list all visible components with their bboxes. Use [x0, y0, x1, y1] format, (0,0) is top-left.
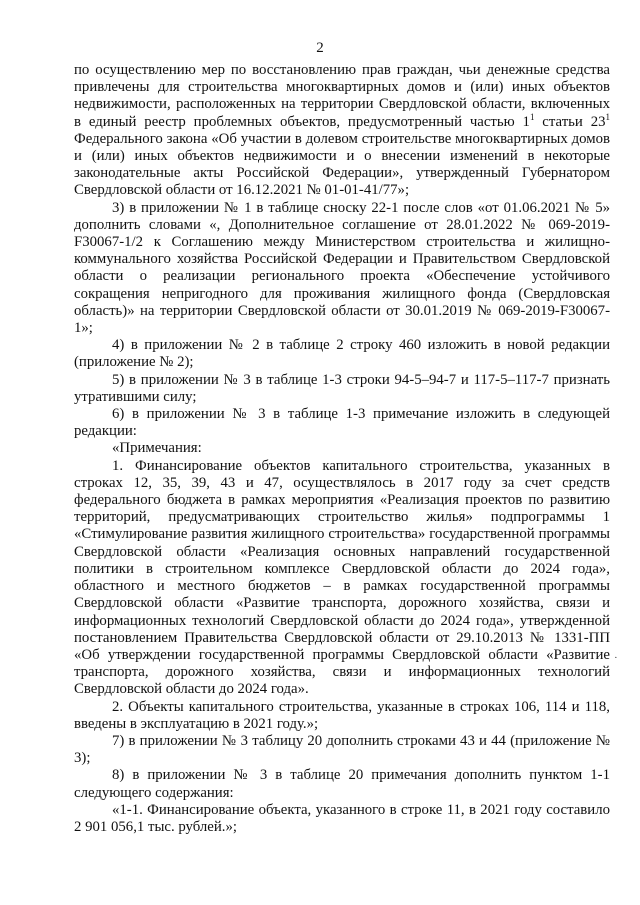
- document-body: [74, 62, 610, 836]
- paragraph-item-4: 4) в приложении № 2 в таблице 2 строку 460 изложить в новой редакции (приложение № 2);: [74, 337, 610, 371]
- note-2: 2. Объекты капитального строительства, указанные в строках 106, 114 и 118, введены в эксплуатацию в 2021 году.»;: [74, 698, 610, 732]
- margin-mark: ·: [614, 652, 618, 664]
- paragraph-intro-mid: статьи 23: [534, 113, 606, 130]
- paragraph-intro-end: Федерального закона «Об участии в долевом строительстве многоквартирных домов и (или) иных объектов недвижимости и о внесении изменений в некоторые законодательные акты Российской Федерации», утвержденный Губернатором Свердловской области от 16.12.2021 № 01-01-41/77»;: [74, 130, 610, 199]
- paragraph-intro: [74, 62, 610, 200]
- superscript-2: 1: [605, 111, 610, 122]
- paragraph-item-5: 5) в приложении № 3 в таблице 1-3 строки 94-5–94-7 и 117-5–117-7 признать утратившими силу;: [74, 371, 610, 405]
- paragraph-item-8: 8) в приложении № 3 в таблице 20 примечания дополнить пунктом 1-1 следующего содержания:: [74, 767, 610, 801]
- page-number: 2: [316, 40, 324, 56]
- note-1-1: «1-1. Финансирование объекта, указанного в строке 11, в 2021 году составило 2 901 056,1 тыс. рублей.»;: [74, 801, 610, 835]
- paragraph-item-6: 6) в приложении № 3 в таблице 1-3 примечание изложить в следующей редакции:: [74, 406, 610, 440]
- paragraph-item-7: 7) в приложении № 3 таблицу 20 дополнить строками 43 и 44 (приложение № 3);: [74, 732, 610, 767]
- paragraph-item-3: 3) в приложении № 1 в таблице сноску 22-1 после слов «от 01.06.2021 № 5» дополнить словами «, Дополнительное соглашение от 28.01.2022 № 069-2019-F30067-1/2 к Соглашению между Министерством строительства и жилищно-коммунального хозяйства Российской Федерации и Правительством Свердловской области о реализации регионального проекта «Обеспечение устойчивого сокращения непригодного для проживания жилищного фонда (Свердловская область)» на территории Свердловской области от 30.01.2019 № 069-2019-F30067-1»;: [74, 199, 610, 337]
- paragraph-intro-start: по осуществлению мер по восстановлению прав граждан, чьи денежные средства привлечены для строительства многоквартирных домов и (или) иных объектов недвижимости, расположенных на территории Свердловской области, включенных в единый реестр проблемных объектов, предусмотренный частью 1: [74, 62, 610, 130]
- note-1: 1. Финансирование объектов капитального строительства, указанных в строках 12, 35, 39, 43 и 47, осуществлялось в 2017 году за счет средств федерального бюджета в рамках мероприятия «Реализация проектов по развитию территорий, предусматривающих строительство жилья» подпрограммы 1 «Стимулирование развития жилищного строительства» государственной программы Свердловской области «Реализация основных направлений государственной политики в строительном комплексе Свердловской области до 2024 года», областного и местного бюджетов – в рамках государственной программы Свердловской области «Развитие транспорта, дорожного хозяйства, связи и информационных технологий Свердловской области до 2024 года», утвержденной постановлением Правительства Свердловской области от 29.10.2013 № 1331-ПП «Об утверждении государственной программы Свердловской области «Развитие транспорта, дорожного хозяйства, связи и информационных технологий Свердловской области до 2024 года».: [74, 457, 610, 698]
- notes-heading: «Примечания:: [112, 440, 202, 457]
- superscript-1: 1: [529, 111, 535, 122]
